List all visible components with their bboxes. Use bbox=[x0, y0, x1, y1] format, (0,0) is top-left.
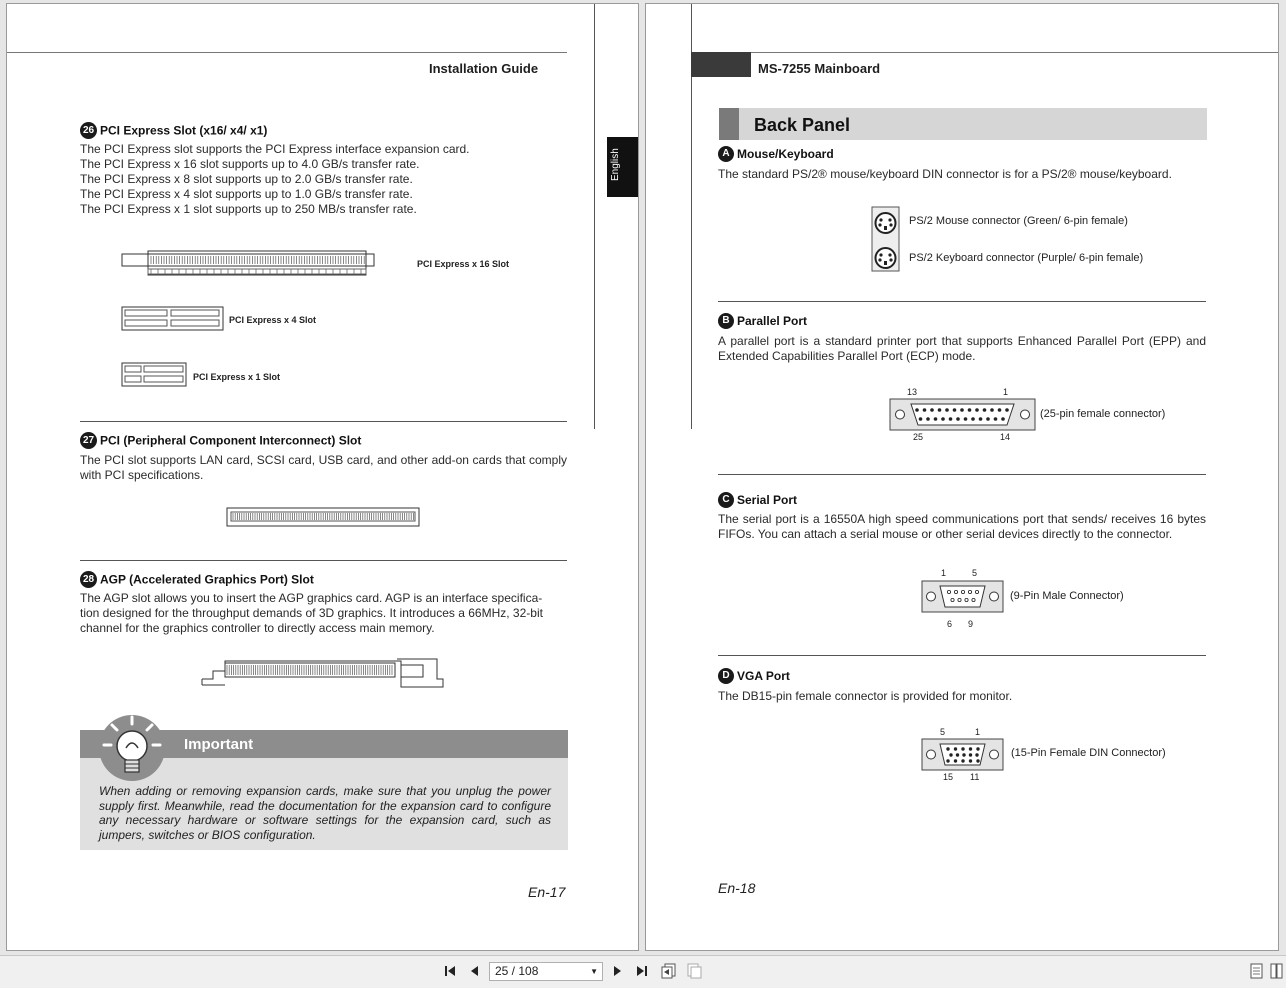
section-b-body: A parallel port is a standard printer port that supports Enhanced Parallel Port (EPP) and Extended Capabilities Parallel Port (ECP) mode. bbox=[718, 334, 1206, 363]
previous-view-icon bbox=[660, 963, 678, 979]
important-text: When adding or removing expansion cards, make sure that you unplug the power supply first. Meanwhile, read the documentation for the expansion card to configure any necessary hardware or software settings for the expansion card, such as jumpers, switches or BIOS configuration. bbox=[99, 784, 551, 842]
previous-page-icon bbox=[468, 964, 480, 978]
vga-port-figure bbox=[921, 738, 1005, 772]
divider bbox=[80, 421, 567, 422]
section-number-badge: 26 bbox=[80, 122, 97, 139]
next-page-button[interactable] bbox=[612, 964, 624, 981]
language-tab bbox=[607, 137, 639, 197]
pcie-x1-slot-figure bbox=[121, 362, 189, 388]
pcie-x4-caption: PCI Express x 4 Slot bbox=[229, 315, 317, 325]
section-letter-badge: B bbox=[718, 313, 734, 329]
last-page-icon bbox=[635, 964, 649, 978]
single-page-view-button[interactable] bbox=[1250, 963, 1264, 982]
section-28-body: The AGP slot allows you to insert the AGP graphics card. AGP is an interface specifica- tion designed for the throughput demands of 3D graphics. It introduces a 66MHz, 32-bit channel for the graphics controller to directly access main memory. bbox=[80, 591, 543, 635]
page-header: MS-7255 Mainboard bbox=[758, 61, 881, 76]
chevron-down-icon: ▼ bbox=[590, 967, 598, 976]
previous-page-button[interactable] bbox=[468, 964, 480, 981]
page-title: Back Panel bbox=[754, 115, 851, 135]
page-number: En-17 bbox=[528, 884, 566, 900]
two-page-icon bbox=[1270, 963, 1284, 979]
vga-port-caption: (15-Pin Female DIN Connector) bbox=[1011, 747, 1166, 759]
section-c-heading: C Serial Port bbox=[718, 492, 797, 508]
serial-port-figure bbox=[921, 580, 1005, 614]
parallel-port-caption: (25-pin female connector) bbox=[1040, 408, 1166, 420]
parallel-port-figure bbox=[889, 398, 1037, 432]
pin-label: 14 bbox=[1000, 432, 1011, 442]
first-page-icon bbox=[443, 964, 457, 978]
title-bar bbox=[719, 108, 1207, 140]
pin-label: 1 bbox=[975, 727, 981, 737]
first-page-button[interactable] bbox=[443, 964, 457, 981]
divider bbox=[718, 474, 1206, 475]
pci-slot-figure bbox=[226, 505, 422, 529]
section-letter-badge: A bbox=[718, 146, 734, 162]
agp-slot-figure bbox=[201, 657, 447, 691]
section-d-heading: D VGA Port bbox=[718, 668, 790, 684]
section-a-body: The standard PS/2® mouse/keyboard DIN connector is for a PS/2® mouse/keyboard. bbox=[718, 167, 1172, 181]
section-number-badge: 27 bbox=[80, 432, 97, 449]
pin-label: 11 bbox=[970, 772, 980, 782]
viewer-toolbar bbox=[0, 955, 1286, 988]
serial-port-caption: (9-Pin Male Connector) bbox=[1010, 590, 1124, 602]
pin-label: 13 bbox=[907, 387, 918, 397]
pin-label: 25 bbox=[913, 432, 924, 442]
pin-label: 1 bbox=[941, 568, 947, 578]
section-letter-badge: D bbox=[718, 668, 734, 684]
two-page-view-button[interactable] bbox=[1270, 963, 1284, 982]
next-page-icon bbox=[612, 964, 624, 978]
pin-label: 1 bbox=[1003, 387, 1009, 397]
section-27-body: The PCI slot supports LAN card, SCSI card, USB card, and other add-on cards that comply with PCI specifications. bbox=[80, 453, 567, 482]
divider bbox=[718, 655, 1206, 656]
pcie-x1-caption: PCI Express x 1 Slot bbox=[193, 372, 281, 382]
section-d-body: The DB15-pin female connector is provided for monitor. bbox=[718, 689, 1013, 703]
ps2-connector-figure bbox=[871, 206, 901, 274]
section-27-heading: 27 PCI (Peripheral Component Interconnect) Slot bbox=[80, 432, 361, 449]
section-number-badge: 28 bbox=[80, 571, 97, 588]
pin-label: 5 bbox=[940, 727, 946, 737]
section-a-heading: A Mouse/Keyboard bbox=[718, 146, 834, 162]
page-number-select[interactable] bbox=[489, 962, 603, 981]
pin-label: 9 bbox=[968, 619, 974, 629]
page-indicator: 25 / 108 bbox=[495, 964, 539, 978]
left-page bbox=[6, 3, 639, 951]
header-rule bbox=[691, 52, 1279, 53]
important-title: Important bbox=[184, 736, 254, 753]
lightbulb-icon bbox=[96, 708, 168, 784]
margin-rule bbox=[594, 4, 595, 429]
section-28-heading: 28 AGP (Accelerated Graphics Port) Slot bbox=[80, 571, 314, 588]
back-view-button[interactable] bbox=[660, 963, 678, 982]
section-26-body: The PCI Express slot supports the PCI Express interface expansion card. The PCI Express x 16 slot supports up to 4.0 GB/s transfer rate. The PCI Express x 8 slot supports up to 2.0 GB/s transfer rate. The PCI Express x 4 slot supports up to 1.0 GB/s transfer rate. The PCI Express x 1 slot supports up to 250 MB/s transfer rate. bbox=[80, 142, 470, 216]
page-header: Installation Guide bbox=[429, 61, 539, 76]
pcie-x16-caption: PCI Express x 16 Slot bbox=[417, 259, 510, 269]
single-page-icon bbox=[1250, 963, 1264, 979]
right-page bbox=[645, 3, 1279, 951]
divider bbox=[718, 301, 1206, 302]
pin-label: 5 bbox=[972, 568, 978, 578]
header-tab-block bbox=[691, 52, 751, 77]
header-rule bbox=[7, 52, 567, 53]
section-b-heading: B Parallel Port bbox=[718, 313, 807, 329]
section-26-heading: 26 PCI Express Slot (x16/ x4/ x1) bbox=[80, 122, 267, 139]
last-page-button[interactable] bbox=[635, 964, 649, 981]
ps2-keyboard-caption: PS/2 Keyboard connector (Purple/ 6-pin female) bbox=[909, 252, 1144, 264]
divider bbox=[80, 560, 567, 561]
forward-view-button[interactable] bbox=[686, 963, 704, 982]
section-letter-badge: C bbox=[718, 492, 734, 508]
pin-label: 6 bbox=[947, 619, 953, 629]
pcie-x16-slot-figure bbox=[121, 250, 377, 276]
language-tab-label: English bbox=[610, 148, 621, 181]
pcie-x4-slot-figure bbox=[121, 306, 225, 332]
page-number: En-18 bbox=[718, 880, 756, 896]
section-c-body: The serial port is a 16550A high speed communications port that sends/ receives 16 bytes FIFOs. You can attach a serial mouse or other serial devices directly to the connector. bbox=[718, 512, 1206, 541]
pin-label: 15 bbox=[943, 772, 954, 782]
ps2-mouse-caption: PS/2 Mouse connector (Green/ 6-pin female) bbox=[909, 215, 1128, 227]
next-view-icon bbox=[686, 963, 704, 979]
